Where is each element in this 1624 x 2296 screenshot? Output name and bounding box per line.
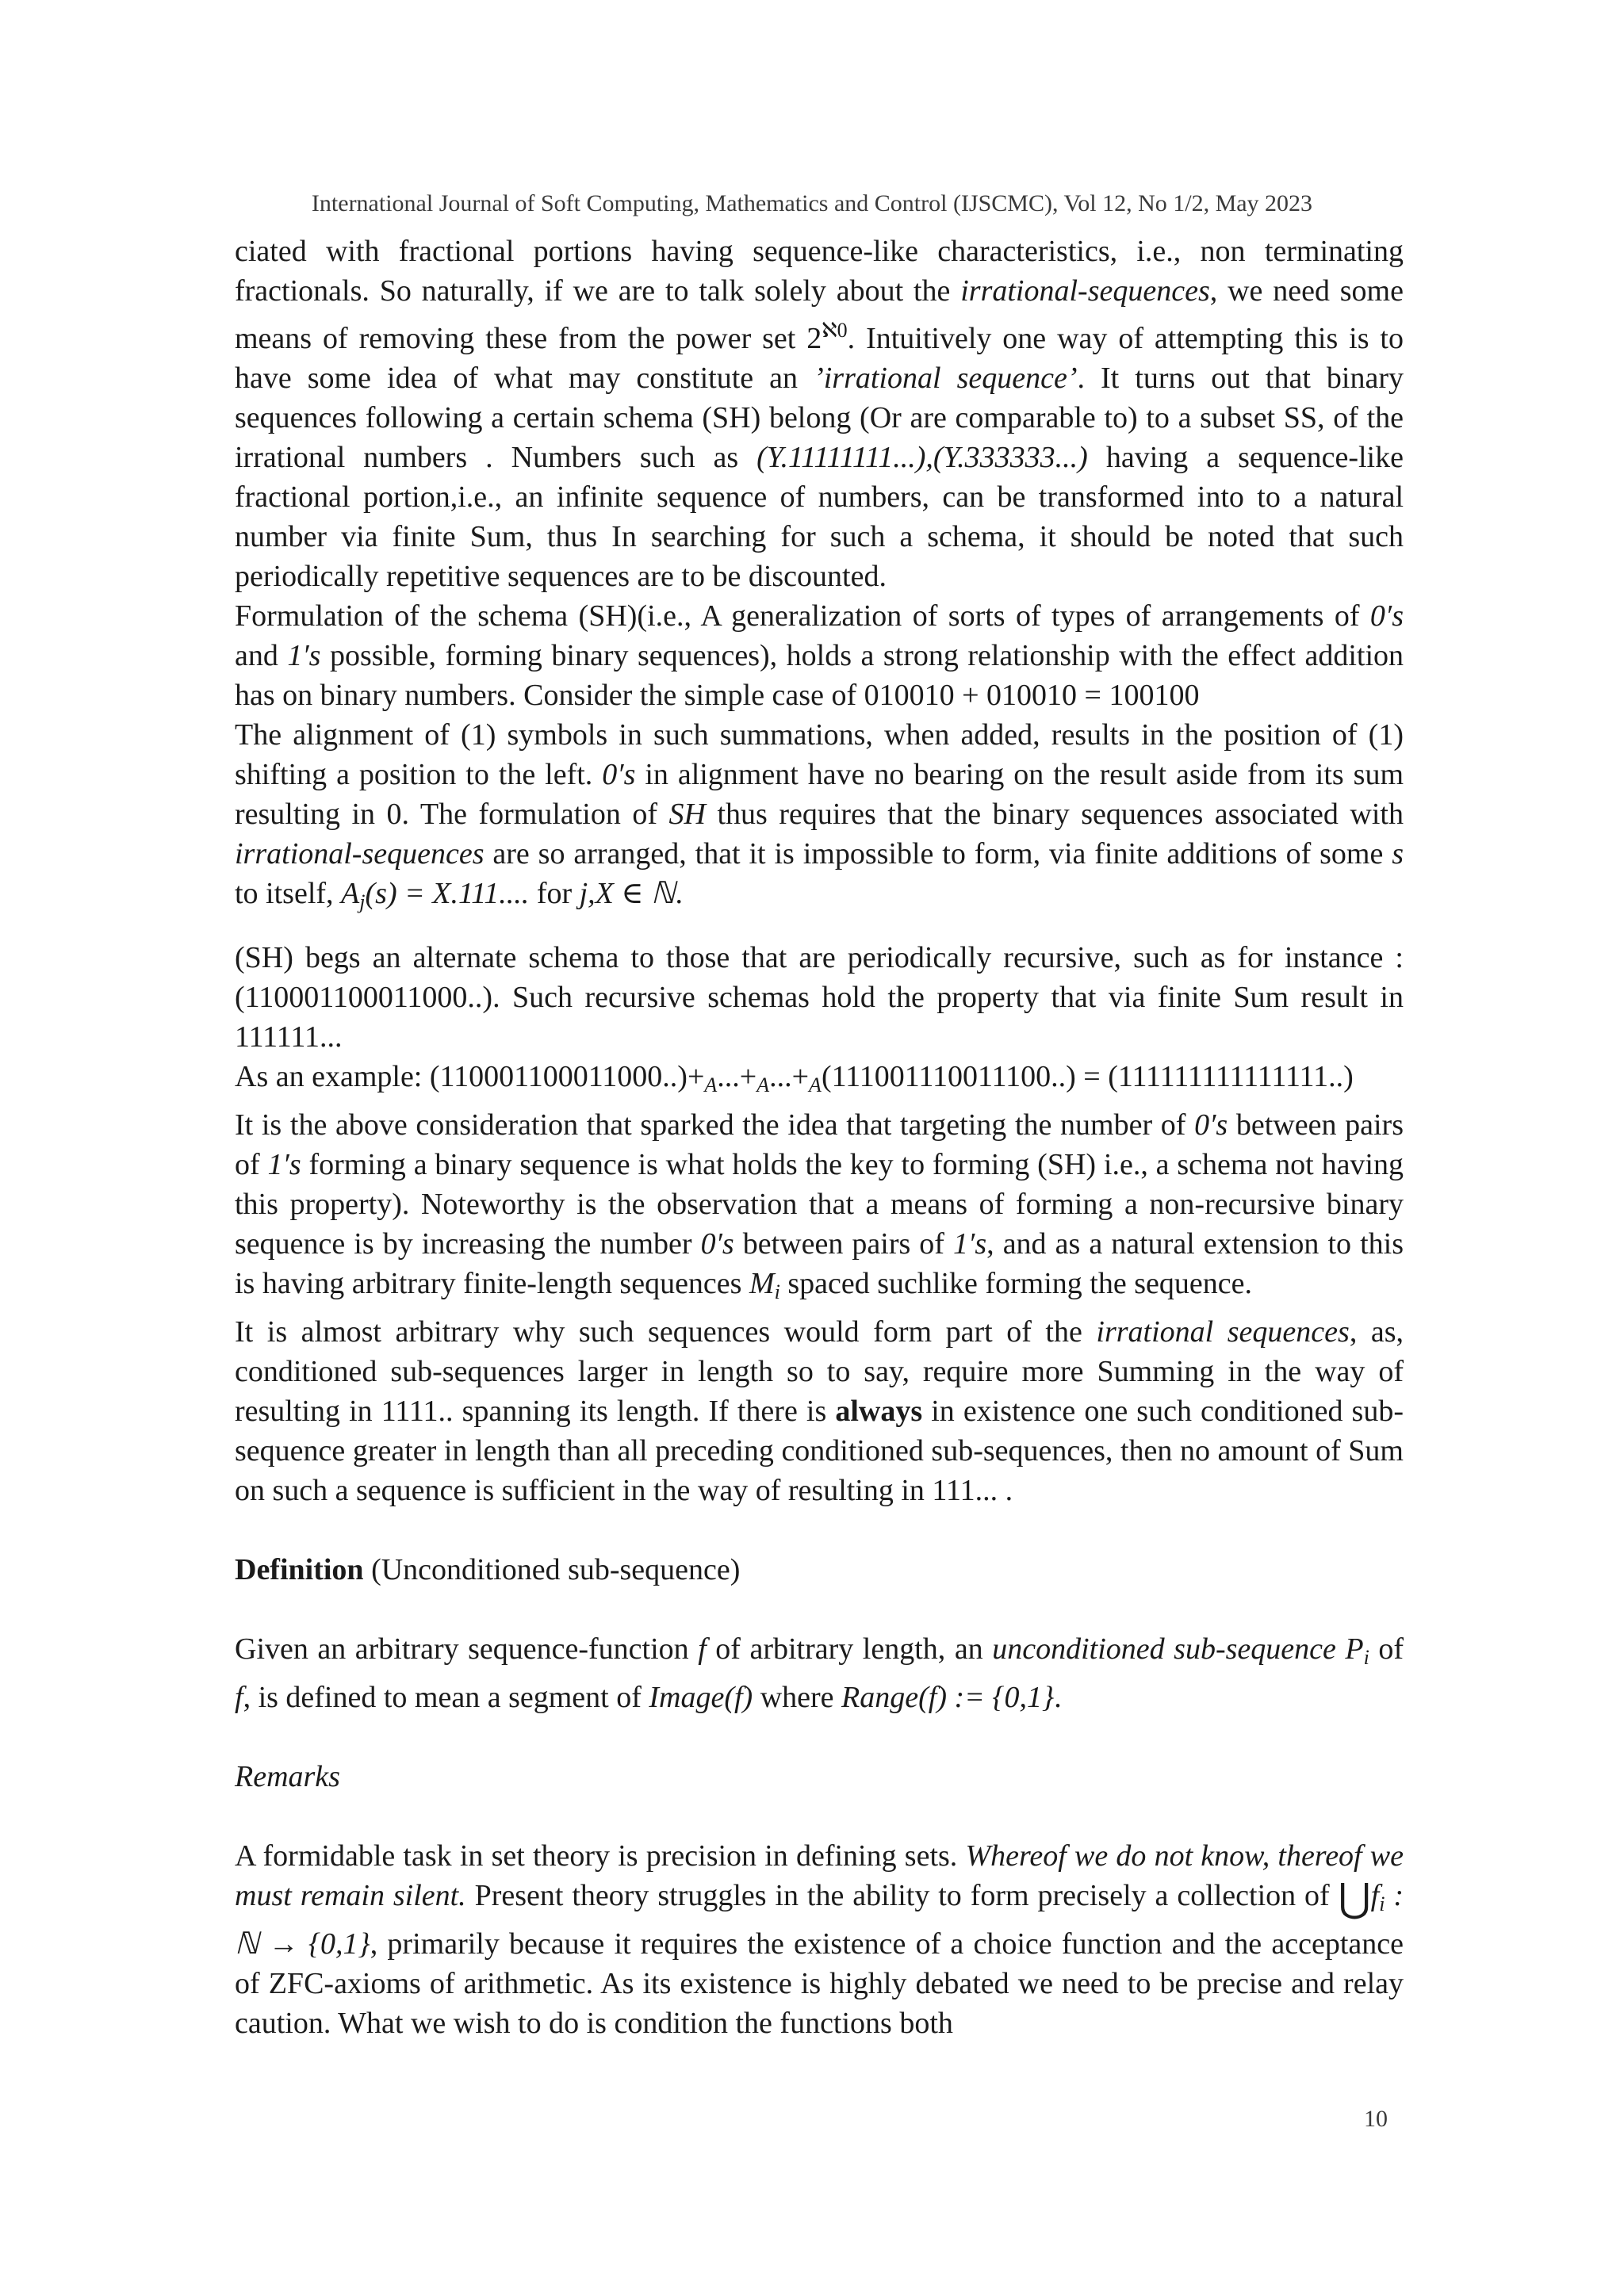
italic-quote: Whereof we do not know, thereof we must remain silent. bbox=[235, 1839, 1404, 1912]
math-inline: 1′s bbox=[953, 1227, 987, 1261]
paragraph-definition: Given an arbitrary sequence-function f of arbitrary length, an unconditioned sub-sequence $P_i$ of f, is defined to mean a segment of Image(f) where Range(f) := {0,1}. bbox=[235, 1632, 1404, 1714]
aleph-superscript: ℵ0 bbox=[822, 319, 848, 342]
math-inline: (Y.11111111...),(Y.333333...) bbox=[756, 441, 1088, 474]
math-inline: 1′s bbox=[267, 1148, 301, 1181]
math-inline: s bbox=[1392, 837, 1404, 871]
big-union-symbol: ⋃ bbox=[1338, 1876, 1371, 1920]
math-inline: 0′s bbox=[602, 758, 636, 791]
math-inline: Range(f) := {0,1} bbox=[841, 1681, 1055, 1714]
math-inline: $A_j(s) = X.111$.... bbox=[341, 877, 530, 913]
math-inline: Image(f) bbox=[649, 1681, 753, 1714]
italic-term: irrational sequences bbox=[1096, 1315, 1350, 1349]
definition-title: (Unconditioned sub-sequence) bbox=[363, 1553, 741, 1586]
bold-term: always bbox=[835, 1395, 923, 1428]
math-inline: 0′s bbox=[1194, 1108, 1228, 1142]
remarks-heading: Remarks bbox=[235, 1760, 340, 1793]
math-inline: 0′s bbox=[1369, 599, 1404, 633]
math-inline: j,X ∈ ℕ bbox=[579, 877, 676, 910]
italic-term: irrational-sequences bbox=[235, 837, 485, 871]
math-inline: 0′s bbox=[700, 1227, 734, 1261]
italic-term: ’irrational sequence’ bbox=[814, 362, 1078, 395]
paragraph-1: ciated with fractional portions having sequence-like characteristics, i.e., non terminating fractionals. So naturally, if we are to talk solely about the irrational-sequences, we need some means of removing these from the power set $2^{ℵ0}$. Intuitively one way of attempting this is to have some idea of what may constitute an ’irrational sequence’. It turns out that binary sequences following a certain schema (SH) belong (Or are comparable to) to a subset SS, of the irrational numbers . Numbers such as (Y.11111111...),(Y.333333...) having a sequence-like fractional portion,i.e., an infinite sequence of numbers, can be transformed into to a natural number via finite Sum, thus In searching for such a schema, it should be noted that such periodically repetitive sequences are to be discounted. bbox=[235, 235, 1404, 593]
italic-term: SH bbox=[668, 798, 706, 831]
page-body bbox=[235, 232, 1404, 2043]
journal-header: International Journal of Soft Computing, Mathematics and Control (IJSCMC), Vol 12, No 1/2, May 2023 bbox=[311, 190, 1313, 216]
italic-term: irrational-sequences bbox=[960, 274, 1210, 308]
definition-label: Definition bbox=[235, 1553, 364, 1586]
italic-term: unconditioned sub-sequence bbox=[992, 1632, 1336, 1666]
paragraph-6: It is the above consideration that sparked the idea that targeting the number of 0′s between pairs of 1′s forming a binary sequence is what holds the key to forming (SH) i.e., a schema not having this property). Noteworthy is the observation that a means of forming a non-recursive binary sequence is by increasing the number 0′s between pairs of 1′s, and as a natural extension to this is having arbitrary finite-length sequences $M_i$ spaced suchlike forming the sequence. bbox=[235, 1108, 1404, 1303]
definition-heading bbox=[235, 1550, 1404, 1590]
paragraph-3: The alignment of (1) symbols in such summations, when added, results in the position of (1) shifting a position to the left. 0′s in alignment have no bearing on the result aside from its sum resulting in 0. The formulation of SH thus requires that the binary sequences associated with irrational-sequences are so arranged, that it is impossible to form, via finite additions of some s to itself, $A_j(s) = X.111$.... for j,X ∈ ℕ. bbox=[235, 718, 1404, 913]
example-line: As an example: $(110001100011000..)+_A...+_A...+_A(111001110011100..) = (111111111111111..)$ bbox=[235, 1060, 1354, 1096]
math-inline: $⋃f_i$ : ℕ → {0,1} bbox=[235, 1876, 1404, 1961]
paragraph-7: It is almost arbitrary why such sequences would form part of the irrational sequences, as, conditioned sub-sequences larger in length so to say, require more Summing in the way of resulting in 1111.. spanning its length. If there is always in existence one such conditioned sub-sequence greater in length than all preceding conditioned sub-sequences, then no amount of Sum on such a sequence is sufficient in the way of resulting in 111... . bbox=[235, 1315, 1404, 1507]
paragraph-2: Formulation of the schema (SH)(i.e., A generalization of sorts of types of arrangements of 0′s and 1′s possible, forming binary sequences), holds a strong relationship with the effect addition has on binary numbers. Consider the simple case of 010010 + 010010 = 100100 bbox=[235, 599, 1404, 712]
paragraph-remarks: A formidable task in set theory is precision in defining sets. Whereof we do not know, thereof we must remain silent. Present theory struggles in the ability to form precisely a collection of $⋃f_i$ : ℕ → {0,1}, primarily because it requires the existence of a choice function and the acceptance of ZFC-axioms of arithmetic. As its existence is highly debated we need to be precise and relay caution. What we wish to do is condition the functions both bbox=[235, 1839, 1404, 2040]
math-inline: $P_i$ bbox=[1345, 1632, 1369, 1669]
paragraph-4: (SH) begs an alternate schema to those that are periodically recursive, such as for instance :(110001100011000..). Such recursive schemas hold the property that via finite Sum result in 111111... bbox=[235, 941, 1404, 1054]
math-inline: 1′s bbox=[287, 639, 321, 672]
page-number: 10 bbox=[1364, 2106, 1388, 2132]
math-inline: $M_i$ bbox=[749, 1267, 780, 1303]
math-inline: f bbox=[698, 1632, 707, 1666]
math-inline: f bbox=[235, 1681, 243, 1714]
